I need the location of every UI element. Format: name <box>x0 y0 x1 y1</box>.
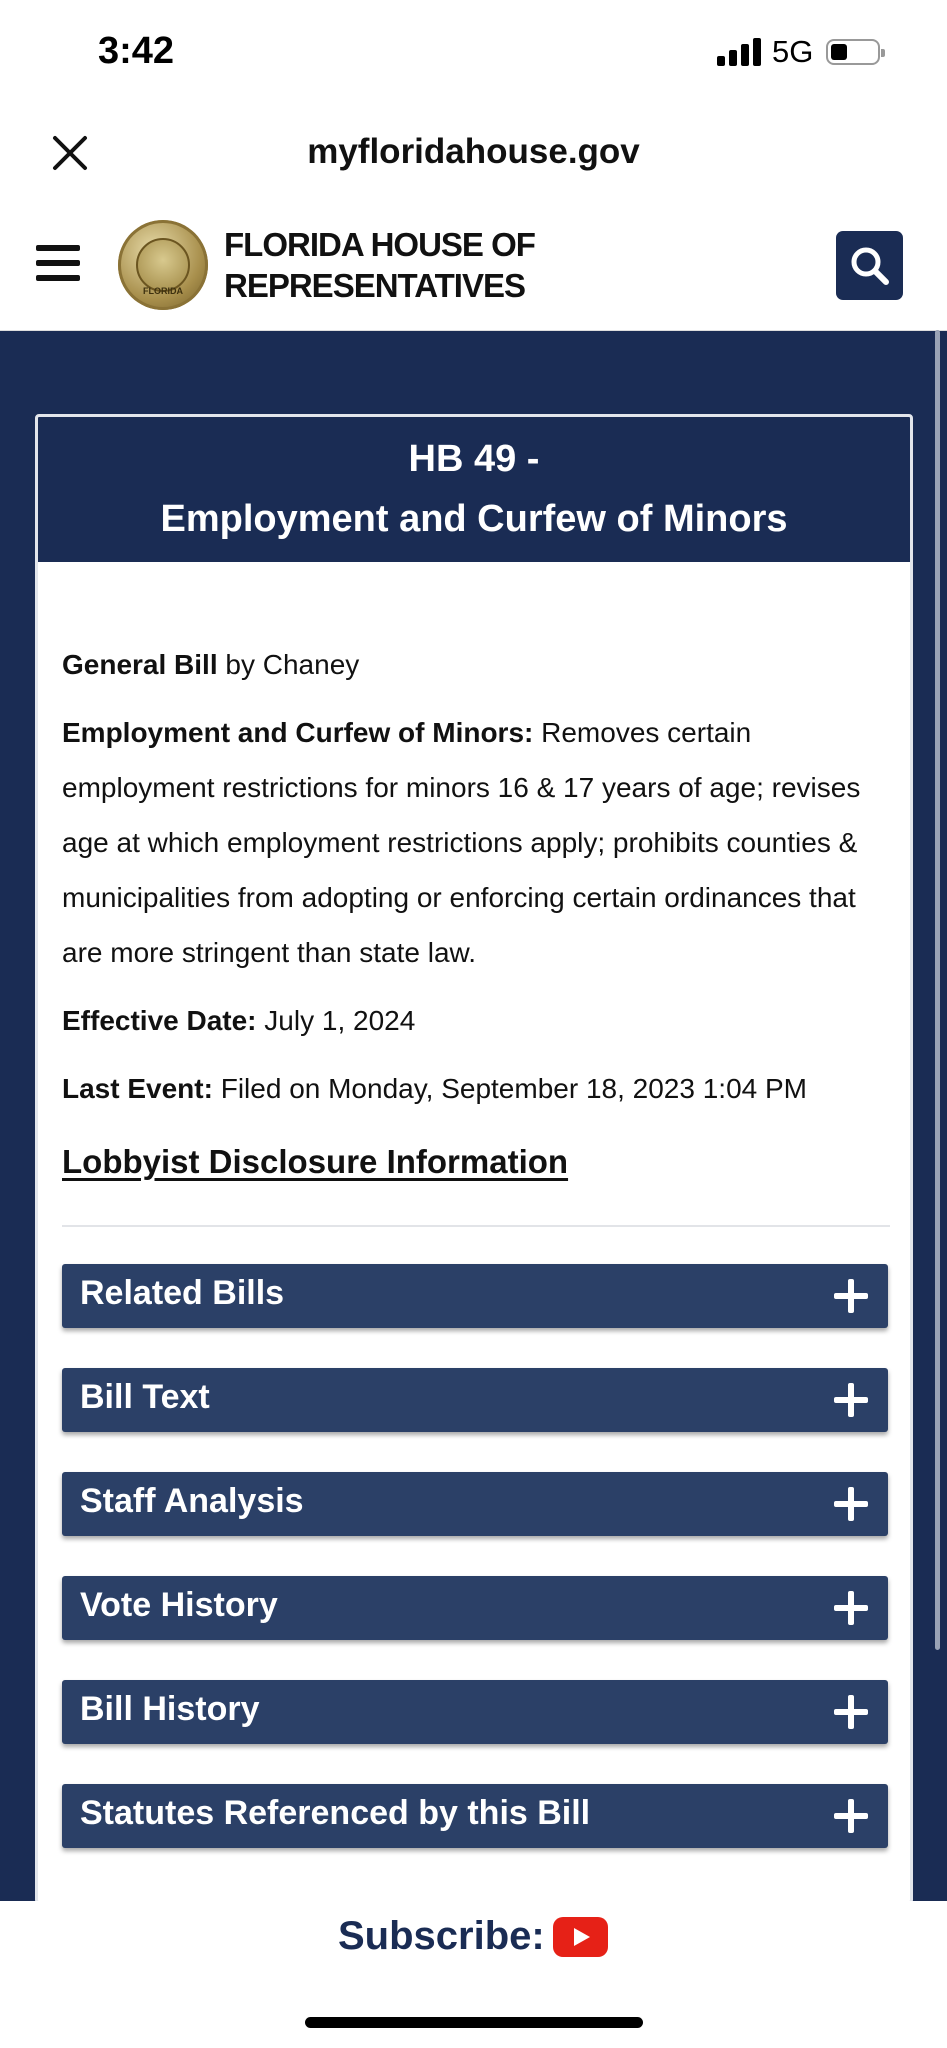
bill-card <box>35 414 913 1904</box>
accordion-label: Statutes Referenced by this Bill <box>80 1794 591 1832</box>
effective-date-label: Effective Date: <box>62 1005 257 1036</box>
last-event: Filed on Monday, September 18, 2023 1:04 PM <box>220 1073 807 1104</box>
youtube-icon[interactable] <box>553 1917 608 1957</box>
lobbyist-disclosure-link[interactable]: Lobbyist Disclosure Information <box>62 1143 569 1180</box>
plus-icon[interactable] <box>834 1279 868 1313</box>
brand-line-1: FLORIDA HOUSE OF <box>224 226 535 263</box>
bill-sponsor-line <box>62 637 892 692</box>
florida-house-seal-logo[interactable] <box>118 220 208 310</box>
signal-icon <box>717 38 761 66</box>
plus-icon[interactable] <box>834 1591 868 1625</box>
search-icon <box>836 231 903 300</box>
accordion-staff-analysis[interactable] <box>62 1472 888 1536</box>
summary-text: Removes certain employment restrictions for minors 16 & 17 years of age; revises age at which employment restrictions apply; prohibits counties & municipalities from adopting or enforcing certain ordinances that are more stringent than state law. <box>62 717 861 968</box>
accordion-label: Bill Text <box>80 1378 210 1416</box>
menu-icon[interactable] <box>36 245 80 281</box>
effective-date: July 1, 2024 <box>264 1005 416 1036</box>
accordion-label: Bill History <box>80 1690 260 1728</box>
status-time: 3:42 <box>98 30 175 72</box>
bill-title <box>38 417 910 562</box>
scrollbar[interactable] <box>935 330 940 1650</box>
plus-icon[interactable] <box>834 1799 868 1833</box>
divider <box>62 1225 890 1227</box>
seal-text: FLORIDA <box>143 286 183 296</box>
plus-icon[interactable] <box>834 1487 868 1521</box>
network-label: 5G <box>772 34 814 69</box>
url-label[interactable]: myfloridahouse.gov <box>307 132 640 171</box>
accordion-label: Staff Analysis <box>80 1482 304 1520</box>
search-button[interactable] <box>836 231 903 300</box>
bill-details <box>62 637 892 1189</box>
accordion-bill-text[interactable] <box>62 1368 888 1432</box>
home-indicator[interactable] <box>305 2017 643 2028</box>
accordion-related-bills[interactable] <box>62 1264 888 1328</box>
brand-title[interactable] <box>224 224 535 306</box>
bill-summary-line <box>62 705 892 980</box>
subscribe-label: Subscribe: <box>338 1914 545 1958</box>
last-event-line <box>62 1061 892 1116</box>
accordion-label: Related Bills <box>80 1274 285 1312</box>
bill-number: HB 49 - <box>408 438 540 480</box>
bill-sponsor: by Chaney <box>225 649 360 680</box>
accordion-bill-history[interactable] <box>62 1680 888 1744</box>
last-event-label: Last Event: <box>62 1073 213 1104</box>
status-bar <box>0 0 947 100</box>
effective-date-line <box>62 993 892 1048</box>
plus-icon[interactable] <box>834 1695 868 1729</box>
bill-name: Employment and Curfew of Minors <box>160 498 788 540</box>
accordion-statutes-referenced[interactable] <box>62 1784 888 1848</box>
accordion-label: Vote History <box>80 1586 278 1624</box>
brand-line-2: REPRESENTATIVES <box>224 267 525 304</box>
accordion-vote-history[interactable] <box>62 1576 888 1640</box>
battery-icon <box>826 39 880 65</box>
summary-label: Employment and Curfew of Minors: <box>62 717 534 748</box>
plus-icon[interactable] <box>834 1383 868 1417</box>
bill-type-label: General Bill <box>62 649 218 680</box>
